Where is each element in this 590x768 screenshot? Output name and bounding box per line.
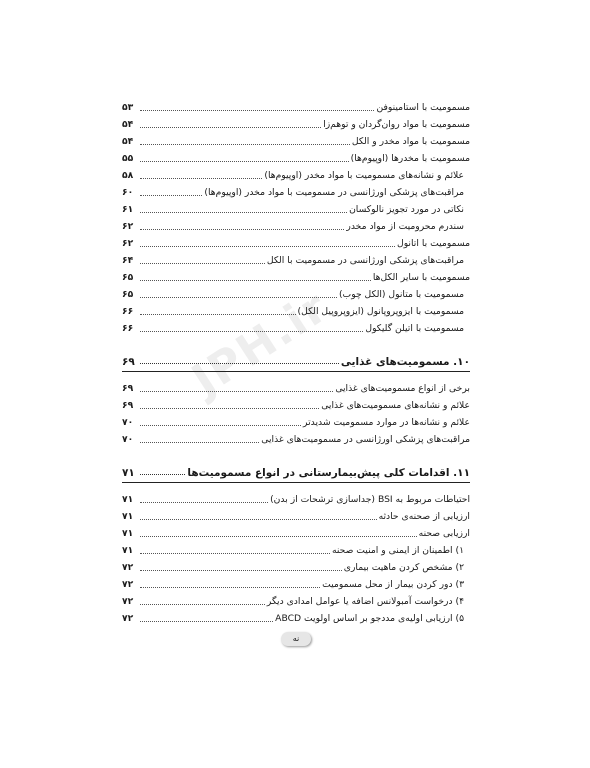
chapter-page-number: ۷۱	[122, 467, 135, 479]
entry-page-number: ۶۹	[122, 400, 134, 411]
leader-dots	[140, 621, 273, 622]
entry-title: مراقبت‌های پزشکی اورژانسی در مسمومیت با مواد مخدر (اوپیوم‌ها)	[204, 187, 464, 198]
leader-dots	[140, 536, 417, 537]
entry-page-number: ۷۰	[122, 417, 134, 428]
entry-title: مسمومیت با مواد روان‌گردان و توهم‌زا	[323, 119, 470, 130]
entry-page-number: ۶۶	[122, 323, 134, 334]
entry-page-number: ۶۴	[122, 255, 134, 266]
leader-dots	[140, 570, 342, 571]
entry-title: ارزیابی از صحنه‌ی حادثه	[378, 511, 470, 522]
leader-dots	[140, 474, 185, 475]
entry-page-number: ۶۰	[122, 187, 134, 198]
entry-page-number: ۶۲	[122, 221, 134, 232]
leader-dots	[140, 297, 337, 298]
chapter-heading	[122, 348, 470, 368]
heading-rule	[122, 482, 470, 483]
leader-dots	[140, 195, 202, 196]
toc-entry	[122, 216, 470, 233]
entry-page-number: ۷۱	[122, 511, 134, 522]
section-gap	[122, 446, 470, 459]
chapter-title: ۱۱. اقدامات کلی پیش‌بیمارستانی در انواع مسمومیت‌ها	[187, 467, 470, 479]
toc-entry	[122, 591, 470, 608]
toc-entry	[122, 131, 470, 148]
leader-dots	[140, 502, 268, 503]
entry-title: علائم و نشانه‌های مسمومیت با مواد مخدر (اوپیوم‌ها)	[264, 170, 464, 181]
toc-entry	[122, 148, 470, 165]
entry-page-number: ۶۲	[122, 238, 134, 249]
leader-dots	[140, 519, 377, 520]
entry-title: علائم و نشانه‌ها در موارد مسمومیت شدیدتر	[303, 417, 470, 428]
leader-dots	[140, 110, 374, 111]
leader-dots	[140, 442, 259, 443]
entry-page-number: ۷۲	[122, 596, 134, 607]
leader-dots	[140, 553, 330, 554]
entry-title: ۲) مشخص کردن ماهیت بیماری	[343, 562, 464, 573]
entry-title: مراقبت‌های پزشکی اورژانسی در مسمومیت با الکل	[266, 255, 464, 266]
entry-page-number: ۷۱	[122, 494, 134, 505]
entry-title: علائم و نشانه‌های مسمومیت‌های غذایی	[321, 400, 470, 411]
entry-title: نکاتی در مورد تجویز نالوکسان	[349, 204, 464, 215]
toc-entry	[122, 301, 470, 318]
entry-page-number: ۷۲	[122, 579, 134, 590]
leader-dots	[140, 314, 296, 315]
entry-page-number: ۷۲	[122, 562, 134, 573]
leader-dots	[140, 178, 262, 179]
toc-entry	[122, 412, 470, 429]
entry-page-number: ۶۱	[122, 204, 134, 215]
leader-dots	[140, 212, 347, 213]
page-number: نه	[281, 632, 311, 646]
entry-title: مراقبت‌های پزشکی اورژانسی در مسمومیت‌های غذایی	[261, 434, 470, 445]
toc-entry	[122, 199, 470, 216]
entry-title: مسمومیت با سایر الکل‌ها	[372, 272, 470, 283]
toc-entry	[122, 523, 470, 540]
entry-page-number: ۷۱	[122, 528, 134, 539]
chapter-title: ۱۰. مسمومیت‌های غذایی	[340, 356, 470, 368]
entry-title: ۳) دور کردن بیمار از محل مسمومیت	[322, 579, 464, 590]
entry-title: مسمومیت با اتیلن گلیکول	[365, 323, 464, 334]
toc-entry	[122, 395, 470, 412]
toc-entry	[122, 165, 470, 182]
entry-title: مسمومیت با مواد مخدر و الکل	[351, 136, 470, 147]
entry-page-number: ۵۸	[122, 170, 134, 181]
entry-page-number: ۶۹	[122, 383, 134, 394]
leader-dots	[140, 363, 339, 364]
leader-dots	[140, 229, 344, 230]
leader-dots	[140, 161, 349, 162]
toc-entry	[122, 114, 470, 131]
toc-entry	[122, 489, 470, 506]
toc-entry	[122, 267, 470, 284]
entry-title: احتیاطات مربوط به BSI (جداسازی ترشحات از بدن)	[270, 494, 470, 505]
toc-entry	[122, 557, 470, 574]
chapter-page-number: ۶۹	[122, 356, 135, 368]
entry-title: مسمومیت با متانول (الکل چوب)	[338, 289, 464, 300]
entry-page-number: ۷۱	[122, 545, 134, 556]
toc-entry	[122, 574, 470, 591]
toc-entry	[122, 429, 470, 446]
leader-dots	[140, 408, 319, 409]
heading-rule	[122, 371, 470, 372]
entry-page-number: ۶۵	[122, 289, 134, 300]
toc-entry	[122, 378, 470, 395]
entry-title: ۱) اطمینان از ایمنی و امنیت صحنه	[331, 545, 464, 556]
leader-dots	[140, 127, 321, 128]
entry-page-number: ۶۵	[122, 272, 134, 283]
entry-page-number: ۵۴	[122, 136, 134, 147]
entry-title: ارزیابی صحنه	[418, 528, 470, 539]
toc-entry	[122, 233, 470, 250]
leader-dots	[140, 263, 265, 264]
toc-entry	[122, 540, 470, 557]
leader-dots	[140, 587, 320, 588]
toc-entry	[122, 97, 470, 114]
entry-title: ۴) درخواست آمبولانس اضافه یا عوامل امدادی دیگر	[266, 596, 464, 607]
table-of-contents	[122, 97, 470, 625]
toc-entry	[122, 608, 470, 625]
leader-dots	[140, 280, 371, 281]
toc-entry	[122, 318, 470, 335]
watermark: JPH.ir	[183, 281, 338, 406]
entry-page-number: ۷۰	[122, 434, 134, 445]
entry-title: سندرم محرومیت از مواد مخدر	[346, 221, 464, 232]
entry-title: ۵) ارزیابی اولیه‌ی مددجو بر اساس اولویت ABCD	[275, 613, 464, 624]
entry-title: برخی از انواع مسمومیت‌های غذایی	[335, 383, 470, 394]
leader-dots	[140, 604, 265, 605]
entry-page-number: ۷۲	[122, 613, 134, 624]
entry-page-number: ۵۵	[122, 153, 134, 164]
leader-dots	[140, 391, 333, 392]
leader-dots	[140, 246, 395, 247]
chapter-heading	[122, 459, 470, 479]
entry-title: مسمومیت با مخدرها (اوپیوم‌ها)	[350, 153, 470, 164]
entry-title: مسمومیت با استامینوفن	[376, 102, 470, 113]
toc-entry	[122, 182, 470, 199]
leader-dots	[140, 331, 363, 332]
entry-title: مسمومیت با اتانول	[397, 238, 470, 249]
leader-dots	[140, 144, 350, 145]
toc-entry	[122, 506, 470, 523]
entry-page-number: ۶۶	[122, 306, 134, 317]
toc-entry	[122, 250, 470, 267]
entry-page-number: ۵۴	[122, 119, 134, 130]
section-gap	[122, 335, 470, 348]
leader-dots	[140, 425, 301, 426]
entry-page-number: ۵۳	[122, 102, 134, 113]
entry-title: مسمومیت با ایزوپروپانول (ایزوپروپیل الکل)	[297, 306, 464, 317]
toc-entry	[122, 284, 470, 301]
